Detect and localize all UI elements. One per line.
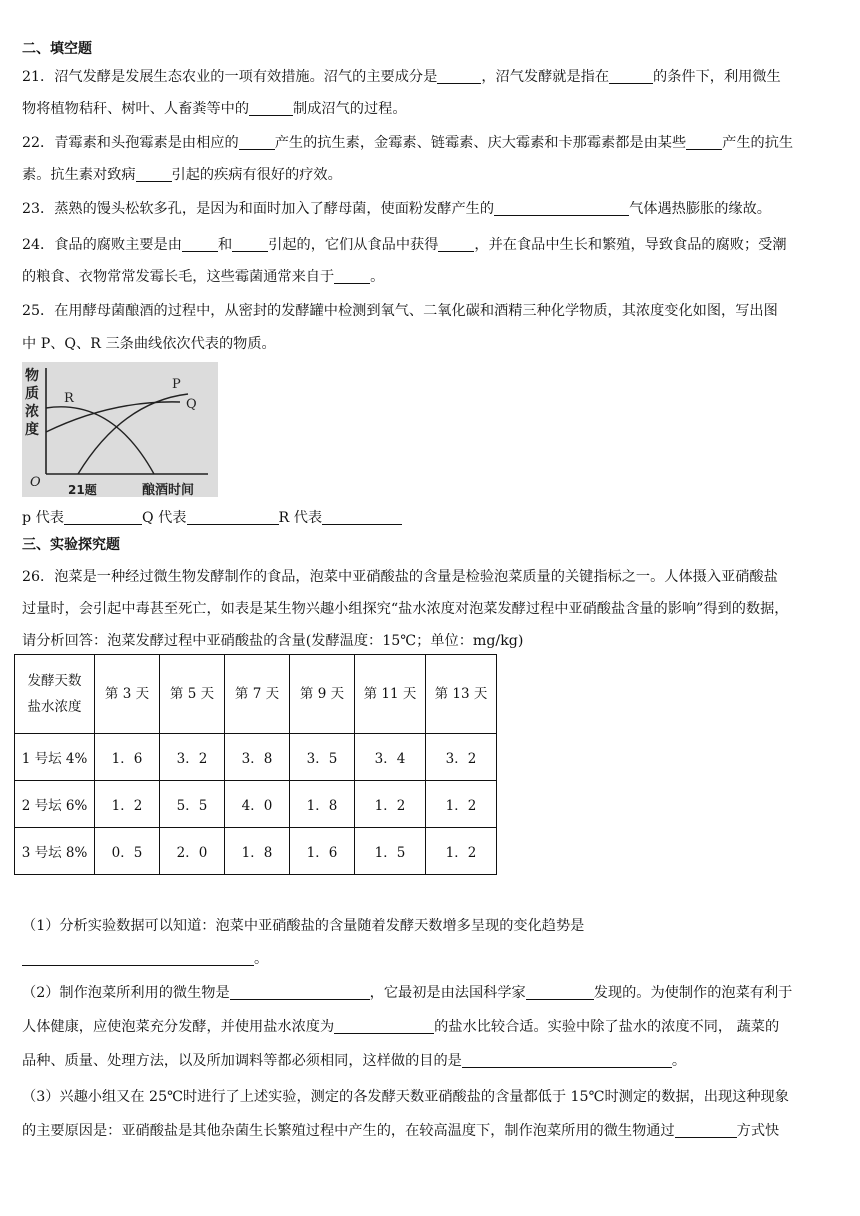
- question-26-line-2: 过量时，会引起中毒甚至死亡，如表是某生物兴趣小组探究“盐水浓度对泡菜发酵过程中亚硝酸盐含量的影响”得到的数据，: [22, 601, 789, 617]
- table-cell: 1．5: [355, 828, 426, 875]
- answer-blank[interactable]: [182, 236, 218, 252]
- sub3-text: 的主要原因是：亚硝酸盐是其他杂菌生长繁殖过程中产生的，在较高温度下，制作泡菜所用的微生物通过: [22, 1123, 675, 1139]
- table-header-row: [15, 655, 497, 734]
- answer-blank[interactable]: [437, 68, 481, 84]
- sub-question-1-line-1: （1）分析实验数据可以知道：泡菜中亚硝酸盐的含量随着发酵天数增多呈现的变化趋势是: [22, 918, 585, 934]
- answer-blank[interactable]: [22, 950, 254, 966]
- answer-blank[interactable]: [494, 200, 629, 216]
- answer-blank[interactable]: [249, 100, 293, 116]
- table-cell: 3．4: [355, 734, 426, 781]
- sub3-text: 方式快: [736, 1123, 780, 1139]
- answer-blank[interactable]: [136, 166, 172, 182]
- table-cell: 1．8: [225, 828, 290, 875]
- table-cell: 1．2: [95, 781, 160, 828]
- answer-blank[interactable]: [232, 236, 268, 252]
- sub2-text: 的盐水比较合适。实验中除了盐水的浓度不同， 蔬菜的: [434, 1019, 780, 1035]
- q24-text: 的粮食、衣物常常发霉长毛，这些霉菌通常来自于: [22, 269, 335, 285]
- answer-blank[interactable]: [526, 984, 594, 1000]
- answer-blank[interactable]: [334, 268, 370, 284]
- table-cell: 3．5: [290, 734, 355, 781]
- q21-text: 的条件下，利用微生: [653, 69, 781, 85]
- table-row: [15, 828, 497, 875]
- table-cell: 3．2: [160, 734, 225, 781]
- table-cell: 1．2: [426, 828, 497, 875]
- table-cell: 3．2: [426, 734, 497, 781]
- answer-r-blank[interactable]: [322, 509, 402, 525]
- curve-p: [78, 394, 188, 474]
- q21-text: 21．沼气发酵是发展生态农业的一项有效措施。沼气的主要成分是: [22, 69, 438, 85]
- q21-text: 物将植物秸秆、树叶、人畜粪等中的: [22, 101, 250, 117]
- corner-days-label: 发酵天数: [27, 673, 82, 689]
- sub-question-3-line-2: [22, 1120, 779, 1140]
- answer-blank[interactable]: [675, 1122, 737, 1138]
- q24-text: 和: [217, 237, 233, 253]
- q24-text: 24．食品的腐败主要是由: [22, 237, 182, 253]
- sub-question-1-line-2: [22, 948, 268, 968]
- x-axis-label: 酿酒时间: [142, 483, 195, 497]
- q24-text: ，并在食品中生长和繁殖，导致食品的腐败；受潮: [474, 237, 787, 253]
- q22-text: 引起的疾病有很好的疗效。: [171, 167, 342, 183]
- row-label: 2 号坛 6%: [15, 781, 95, 828]
- table-cell: 1．6: [95, 734, 160, 781]
- table-header-day: 第 3 天: [95, 655, 160, 734]
- sub2-text: （2）制作泡菜所利用的微生物是: [22, 985, 230, 1001]
- answer-blank[interactable]: [230, 984, 370, 1000]
- answer-q-blank[interactable]: [187, 509, 279, 525]
- table-header-day: 第 13 天: [426, 655, 497, 734]
- question-26-line-3: 请分析回答：泡菜发酵过程中亚硝酸盐的含量(发酵温度：15℃；单位：mg/kg): [22, 633, 524, 649]
- sub2-text: 发现的。为使制作的泡菜有利于: [593, 985, 793, 1001]
- answer-blank[interactable]: [686, 134, 722, 150]
- concentration-curve-graph: [22, 362, 218, 497]
- question-23: [22, 198, 771, 218]
- q23-text: 气体遇热膨胀的缘故。: [629, 201, 771, 217]
- table-cell: 1．8: [290, 781, 355, 828]
- q22-text: 产生的抗生素，金霉素、链霉素、庆大霉素和卡那霉素都是由某些: [274, 135, 687, 151]
- question-22-line-1: [22, 132, 793, 152]
- concentration-figure: [22, 362, 218, 497]
- q21-text: 制成沼气的过程。: [293, 101, 407, 117]
- answer-blank[interactable]: [239, 134, 275, 150]
- table-row: [15, 734, 497, 781]
- table-header-day: 第 11 天: [355, 655, 426, 734]
- table-cell: 3．8: [225, 734, 290, 781]
- corner-salt-label: 盐水浓度: [27, 699, 82, 715]
- answer-r-label: R 代表: [278, 510, 323, 526]
- question-22-line-2: [22, 164, 342, 184]
- answer-blank[interactable]: [438, 236, 474, 252]
- q24-text: 引起的，它们从食品中获得: [268, 237, 439, 253]
- table-cell: 1．2: [355, 781, 426, 828]
- table-cell: 0．5: [95, 828, 160, 875]
- row-label: 1 号坛 4%: [15, 734, 95, 781]
- section-fill-in: 二、填空题: [22, 41, 92, 57]
- table-header-day: 第 7 天: [225, 655, 290, 734]
- y-label-1: 物: [25, 368, 39, 384]
- table-cell: 5．5: [160, 781, 225, 828]
- label-q: Q: [186, 397, 197, 412]
- answer-blank[interactable]: [609, 68, 653, 84]
- y-label-3: 浓: [25, 404, 39, 420]
- curve-r: [46, 407, 154, 474]
- sub2-text: 。: [671, 1053, 687, 1069]
- answer-p-blank[interactable]: [64, 509, 142, 525]
- question-25-answers: [22, 507, 402, 527]
- table-cell: 4．0: [225, 781, 290, 828]
- sub2-text: ，它最初是由法国科学家: [369, 985, 526, 1001]
- table-row: [15, 781, 497, 828]
- answer-q-label: Q 代表: [141, 510, 187, 526]
- y-label-4: 度: [25, 422, 39, 438]
- table-cell: 1．2: [426, 781, 497, 828]
- sub1-text: 。: [254, 951, 269, 967]
- q22-text: 产生的抗生: [722, 135, 794, 151]
- sub2-text: 品种、质量、处理方法，以及所加调料等都必须相同，这样做的目的是: [22, 1053, 462, 1069]
- q22-text: 22．青霉素和头孢霉素是由相应的: [22, 135, 239, 151]
- answer-p-label: p 代表: [22, 510, 64, 526]
- table-cell: 1．6: [290, 828, 355, 875]
- section-experiment: 三、实验探究题: [22, 537, 120, 553]
- y-label-2: 质: [25, 386, 39, 402]
- sub-question-3-line-1: （3）兴趣小组又在 25℃时进行了上述实验，测定的各发酵天数亚硝酸盐的含量都低于 15℃时测定的数据，出现这种现象: [22, 1089, 789, 1105]
- row-label: 3 号坛 8%: [15, 828, 95, 875]
- nitrite-data-table: [14, 654, 497, 875]
- question-24-line-1: [22, 234, 787, 254]
- table-cell: 2．0: [160, 828, 225, 875]
- question-26-line-1: 26．泡菜是一种经过微生物发酵制作的食品，泡菜中亚硝酸盐的含量是检验泡菜质量的关键指标之一。人体摄入亚硝酸盐: [22, 569, 778, 585]
- table-header-day: 第 5 天: [160, 655, 225, 734]
- q23-text: 23．蒸熟的馒头松软多孔，是因为和面时加入了酵母菌，使面粉发酵产生的: [22, 201, 495, 217]
- table-header-day: 第 9 天: [290, 655, 355, 734]
- question-21-line-1: [22, 66, 781, 86]
- answer-blank[interactable]: [334, 1018, 434, 1034]
- sub-question-2-line-2: [22, 1016, 779, 1036]
- question-25-line-1: 25．在用酵母菌酿酒的过程中，从密封的发酵罐中检测到氧气、二氧化碳和酒精三种化学物质，其浓度变化如图，写出图: [22, 303, 778, 319]
- q22-text: 素。抗生素对致病: [22, 167, 136, 183]
- question-24-line-2: [22, 266, 384, 286]
- q21-text: ，沼气发酵就是指在: [481, 69, 610, 85]
- table-corner-cell: [15, 655, 95, 734]
- origin-label: O: [30, 475, 41, 490]
- sub-question-2-line-1: [22, 982, 792, 1002]
- answer-blank[interactable]: [462, 1052, 672, 1068]
- question-25-line-2: 中 P、Q、R 三条曲线依次代表的物质。: [22, 336, 276, 352]
- sub2-text: 人体健康，应使泡菜充分发酵，并使用盐水浓度为: [22, 1019, 335, 1035]
- sub-question-2-line-3: [22, 1050, 686, 1070]
- label-p: P: [172, 377, 181, 392]
- label-r: R: [64, 391, 74, 406]
- q24-text: 。: [370, 269, 385, 285]
- figure-caption: 21题: [68, 483, 97, 497]
- question-21-line-2: [22, 98, 407, 118]
